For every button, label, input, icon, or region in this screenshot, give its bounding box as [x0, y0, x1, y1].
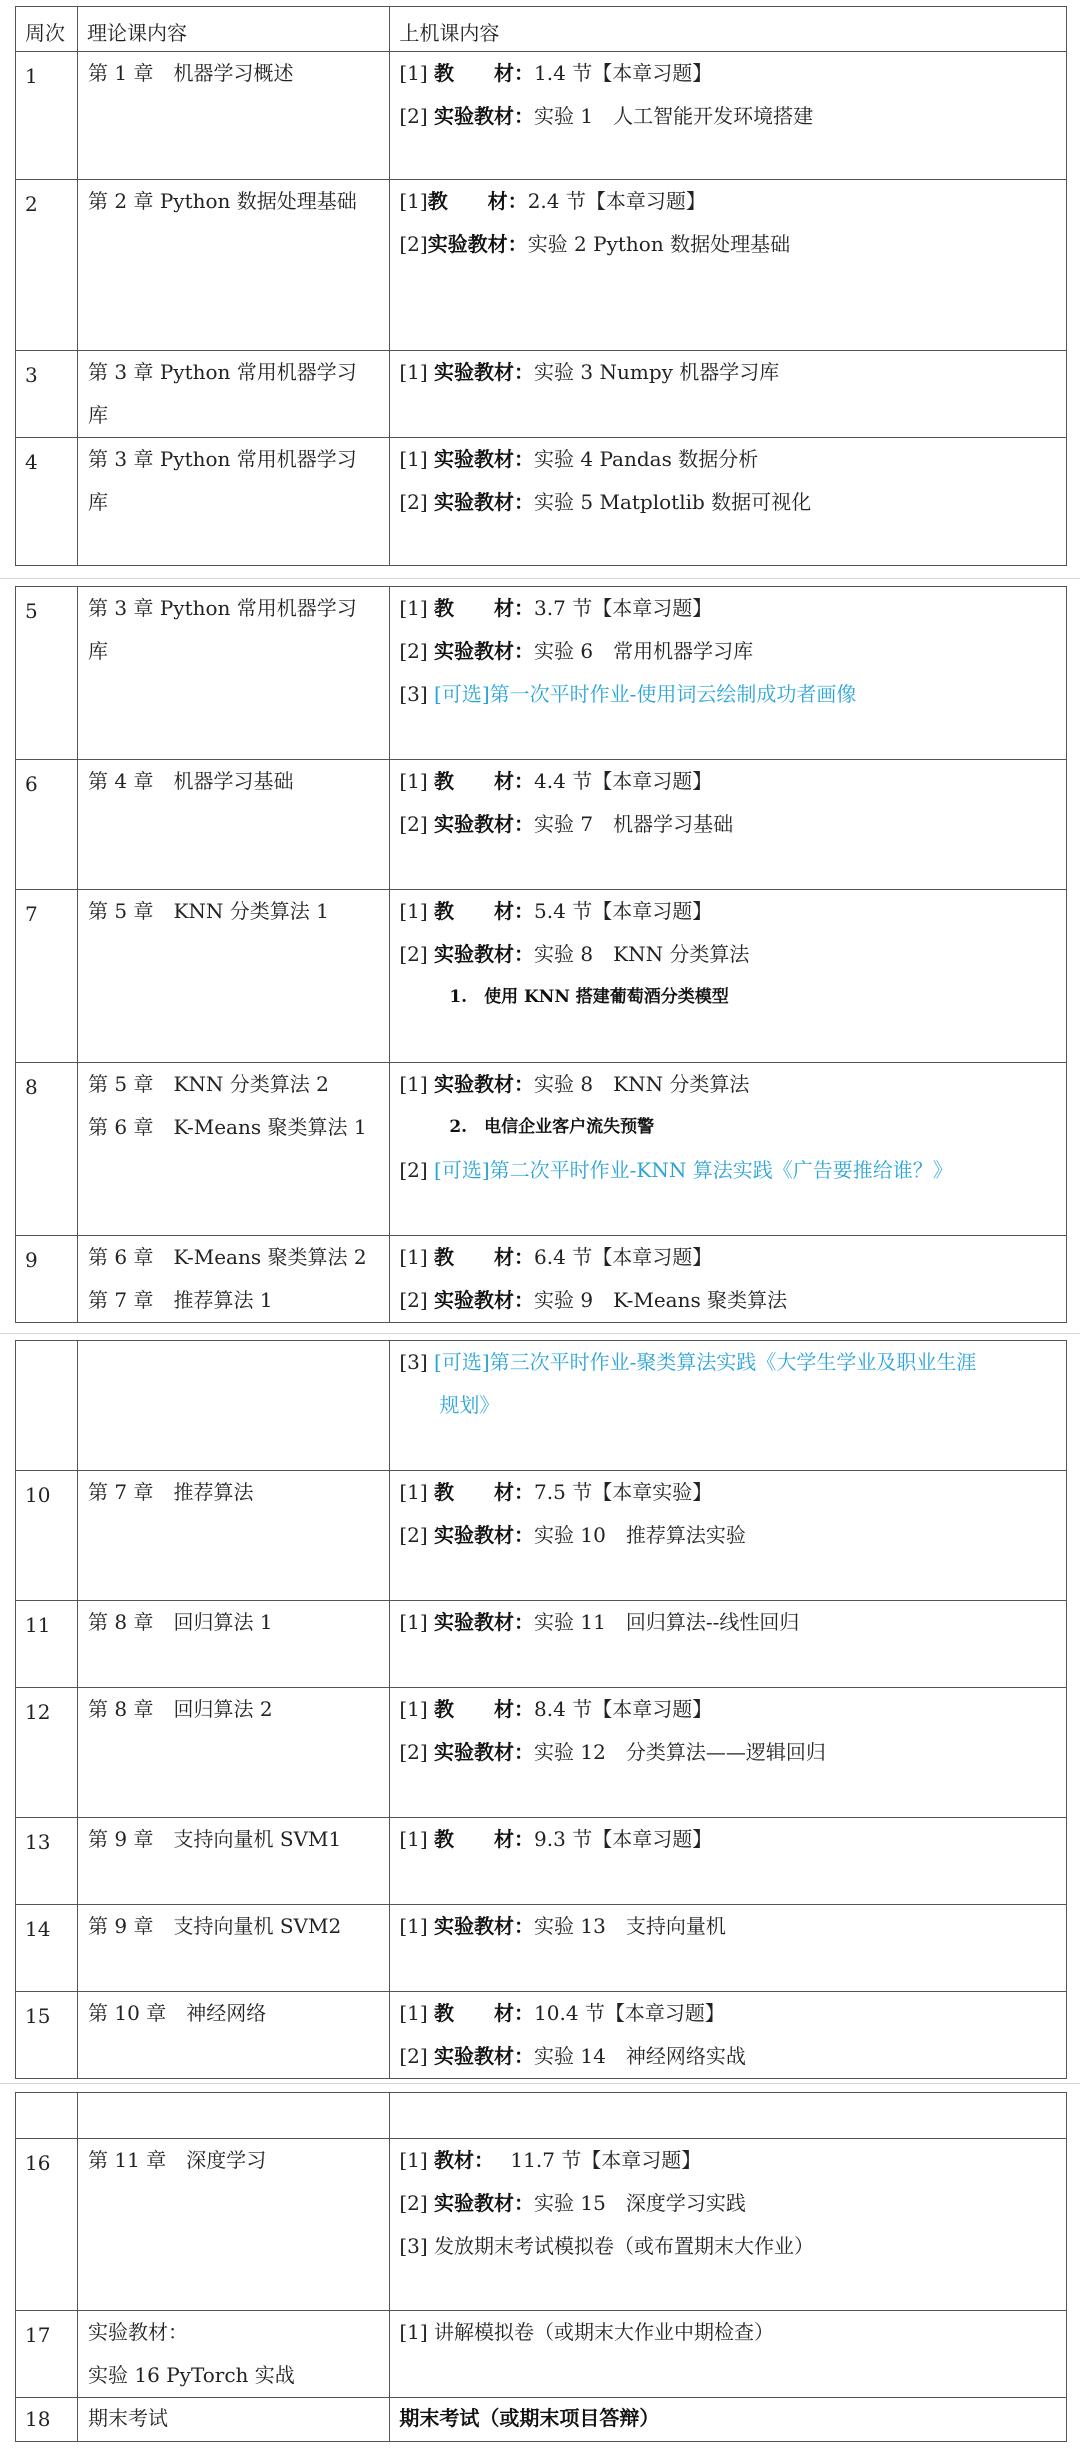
lab-line: [1] 实验教材：实验 8 KNN 分类算法: [399, 1072, 750, 1096]
theory-cell: 第 4 章 机器学习基础: [78, 760, 390, 890]
lab-line: [2] 实验教材：实验 14 神经网络实战: [399, 2044, 746, 2068]
lab-cell: [390, 1905, 1067, 1992]
lab-line: [2] 实验教材：实验 7 机器学习基础: [399, 812, 734, 836]
table-row: [16, 1818, 1067, 1905]
theory-cell: 第 5 章 KNN 分类算法 2 第 6 章 K-Means 聚类算法 1: [78, 1063, 390, 1236]
lab-line: [2] 实验教材：实验 12 分类算法——逻辑回归: [399, 1740, 826, 1764]
lab-line: [2] 实验教材：实验 1 人工智能开发环境搭建: [399, 104, 814, 128]
theory-cell: 第 10 章 神经网络: [78, 1992, 390, 2079]
table-row: [16, 438, 1067, 566]
lab-line: [2] 实验教材：实验 9 K-Means 聚类算法: [399, 1288, 788, 1312]
lab-line: [1] 教 材：9.3 节【本章习题】: [399, 1827, 713, 1851]
theory-cell: 第 6 章 K-Means 聚类算法 2 第 7 章 推荐算法 1: [78, 1236, 390, 1323]
table-row: [16, 180, 1067, 351]
week-cell: 6: [16, 760, 78, 890]
lab-cell: [390, 587, 1067, 760]
lab-subtask: 2. 电信企业客户流失预警: [449, 1117, 655, 1137]
lab-line: [1] 教 材：5.4 节【本章习题】: [399, 899, 713, 923]
table-row: [16, 1063, 1067, 1236]
theory-cell: 期末考试: [78, 2398, 390, 2442]
theory-cell: 第 8 章 回归算法 1: [78, 1601, 390, 1688]
page-break-line: [0, 1333, 1080, 1334]
optional-assignment-link[interactable]: [可选]第二次平时作业-KNN 算法实践《广告要推给谁？》: [434, 1158, 953, 1182]
lab-cell: 期末考试（或期末项目答辩）: [390, 2398, 1067, 2442]
lab-cell: [390, 1688, 1067, 1818]
schedule-table-part-2: [15, 586, 1067, 1323]
theory-cell: [78, 1341, 390, 1471]
schedule-table-part-4: [15, 2092, 1067, 2442]
lab-cell: [390, 351, 1067, 438]
lab-line: [2] 实验教材：实验 5 Matplotlib 数据可视化: [399, 490, 812, 514]
lab-cell: [390, 2311, 1067, 2398]
table-row: [16, 2311, 1067, 2398]
optional-assignment-link[interactable]: [可选]第一次平时作业-使用词云绘制成功者画像: [434, 682, 857, 706]
week-cell: 18: [16, 2398, 78, 2442]
week-cell: 13: [16, 1818, 78, 1905]
table-row: [16, 587, 1067, 760]
table-row: [16, 1992, 1067, 2079]
table-row: [16, 1688, 1067, 1818]
optional-assignment-link-cont[interactable]: 规划》: [439, 1393, 500, 1417]
lab-line: [2] 实验教材：实验 6 常用机器学习库: [399, 639, 754, 663]
lab-cell: [390, 1471, 1067, 1601]
lab-cell: [390, 438, 1067, 566]
table-row: [16, 2398, 1067, 2442]
lab-cell: [390, 180, 1067, 351]
lab-line: [1] 实验教材：实验 13 支持向量机: [399, 1914, 726, 1938]
header-lab: 上机课内容: [390, 7, 1067, 52]
theory-cell: 第 9 章 支持向量机 SVM2: [78, 1905, 390, 1992]
lab-cell: [390, 890, 1067, 1063]
lab-line: [1] 教材： 11.7 节【本章习题】: [399, 2148, 702, 2172]
lab-cell: [390, 1236, 1067, 1323]
lab-line: [1] 实验教材：实验 11 回归算法--线性回归: [399, 1610, 800, 1634]
week-cell: 12: [16, 1688, 78, 1818]
table-row: [16, 1341, 1067, 1471]
lab-cell: [390, 1818, 1067, 1905]
week-cell: 5: [16, 587, 78, 760]
header-theory: 理论课内容: [78, 7, 390, 52]
theory-cell: 第 1 章 机器学习概述: [78, 52, 390, 180]
table-row: [16, 1601, 1067, 1688]
theory-cell: 第 3 章 Python 常用机器学习 库: [78, 438, 390, 566]
table-row: [16, 2139, 1067, 2311]
lab-cell: [390, 1992, 1067, 2079]
lab-cell: [390, 2093, 1067, 2139]
lab-cell: [390, 1063, 1067, 1236]
header-week: 周次: [16, 7, 78, 52]
week-cell: 10: [16, 1471, 78, 1601]
theory-cell: 第 7 章 推荐算法: [78, 1471, 390, 1601]
table-row: [16, 1905, 1067, 1992]
optional-assignment-line: [2] [可选]第二次平时作业-KNN 算法实践《广告要推给谁？》: [399, 1158, 953, 1182]
week-cell: 11: [16, 1601, 78, 1688]
lab-cell: [390, 52, 1067, 180]
lab-line: [2]实验教材：实验 2 Python 数据处理基础: [399, 232, 791, 256]
lab-line: [1] 教 材：1.4 节【本章习题】: [399, 61, 713, 85]
schedule-table-part-3: [15, 1340, 1067, 2079]
lab-line: [2] 实验教材：实验 8 KNN 分类算法: [399, 942, 750, 966]
lab-cell: [390, 760, 1067, 890]
lab-line: [1] 讲解模拟卷（或期末大作业中期检查）: [399, 2320, 775, 2344]
lab-line: [1] 教 材：6.4 节【本章习题】: [399, 1245, 713, 1269]
theory-cell: 第 5 章 KNN 分类算法 1: [78, 890, 390, 1063]
week-cell: 15: [16, 1992, 78, 2079]
optional-assignment-link[interactable]: [可选]第三次平时作业-聚类算法实践《大学生学业及职业生涯: [434, 1350, 977, 1374]
theory-cell: 实验教材： 实验 16 PyTorch 实战: [78, 2311, 390, 2398]
table-row: [16, 890, 1067, 1063]
theory-cell: 第 3 章 Python 常用机器学习 库: [78, 351, 390, 438]
lab-cell: [390, 1341, 1067, 1471]
week-cell: 3: [16, 351, 78, 438]
lab-line: [1] 实验教材：实验 3 Numpy 机器学习库: [399, 360, 780, 384]
lab-line: [1] 教 材：8.4 节【本章习题】: [399, 1697, 713, 1721]
theory-cell: 第 3 章 Python 常用机器学习 库: [78, 587, 390, 760]
schedule-table-part-1: [15, 6, 1067, 566]
lab-cell: [390, 2139, 1067, 2311]
page-break-line: [0, 578, 1080, 579]
week-cell: 16: [16, 2139, 78, 2311]
lab-line: [1] 教 材：7.5 节【本章实验】: [399, 1480, 713, 1504]
week-cell: 1: [16, 52, 78, 180]
theory-cell: [78, 2093, 390, 2139]
week-cell: 4: [16, 438, 78, 566]
lab-line: [2] 实验教材：实验 10 推荐算法实验: [399, 1523, 746, 1547]
week-cell: [16, 2093, 78, 2139]
lab-subtask: 1. 使用 KNN 搭建葡萄酒分类模型: [449, 987, 729, 1007]
week-cell: 8: [16, 1063, 78, 1236]
lab-line: [2] 实验教材：实验 15 深度学习实践: [399, 2191, 746, 2215]
week-cell: 14: [16, 1905, 78, 1992]
lab-line: [1] 实验教材：实验 4 Pandas 数据分析: [399, 447, 759, 471]
table-row: [16, 1471, 1067, 1601]
week-cell: 2: [16, 180, 78, 351]
theory-cell: 第 11 章 深度学习: [78, 2139, 390, 2311]
lab-cell: [390, 1601, 1067, 1688]
theory-cell: 第 8 章 回归算法 2: [78, 1688, 390, 1818]
page-break-line: [0, 2083, 1080, 2084]
lab-line: [1] 教 材：4.4 节【本章习题】: [399, 769, 713, 793]
lab-line: [3] 发放期末考试模拟卷（或布置期末大作业）: [399, 2234, 815, 2258]
table-row: [16, 2093, 1067, 2139]
table-row: [16, 760, 1067, 890]
optional-assignment-line: [3] [可选]第三次平时作业-聚类算法实践《大学生学业及职业生涯: [399, 1350, 977, 1374]
week-cell: 17: [16, 2311, 78, 2398]
table-row: [16, 52, 1067, 180]
optional-assignment-line: [3] [可选]第一次平时作业-使用词云绘制成功者画像: [399, 682, 857, 706]
table-row: [16, 351, 1067, 438]
lab-line: [1] 教 材：3.7 节【本章习题】: [399, 596, 713, 620]
week-cell: [16, 1341, 78, 1471]
theory-cell: 第 2 章 Python 数据处理基础: [78, 180, 390, 351]
table-header-row: [16, 7, 1067, 52]
week-cell: 9: [16, 1236, 78, 1323]
table-row: [16, 1236, 1067, 1323]
lab-line: [1]教 材：2.4 节【本章习题】: [399, 189, 706, 213]
week-cell: 7: [16, 890, 78, 1063]
lab-line: [1] 教 材：10.4 节【本章习题】: [399, 2001, 725, 2025]
theory-cell: 第 9 章 支持向量机 SVM1: [78, 1818, 390, 1905]
